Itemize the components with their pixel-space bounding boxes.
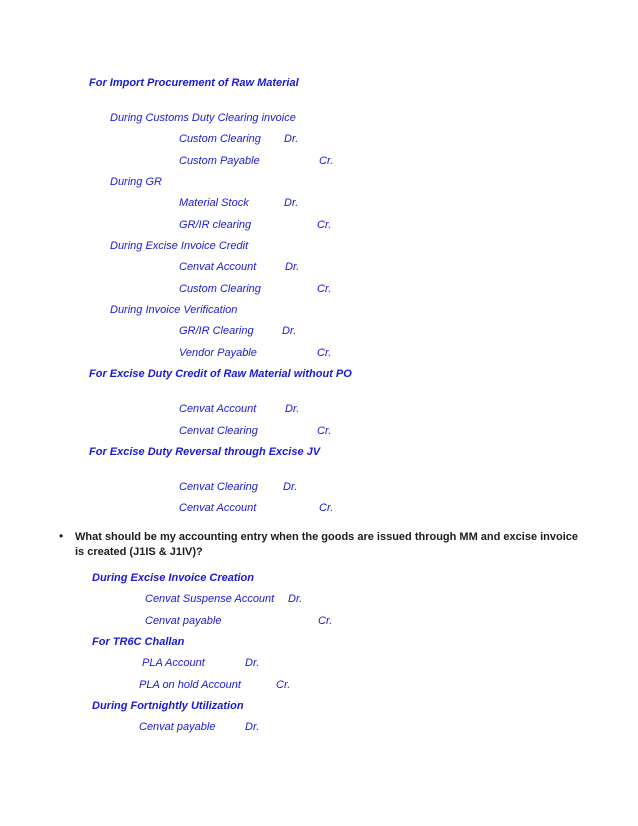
label-during-gr: During GR [110,176,162,188]
entry-credit: Cr. [317,283,332,295]
entry-credit: Cr. [276,679,291,691]
entry-debit: Dr. [284,133,299,145]
entry-account: PLA Account [142,657,205,669]
entry-account: Custom Payable [179,155,260,167]
entry-debit: Dr. [282,325,297,337]
entry-account: Cenvat Account [179,502,257,514]
entry-account: Cenvat payable [145,615,222,627]
question-line-1: What should be my accounting entry when the goods are issued through MM and excise invoice [75,531,579,543]
entry-account: Cenvat Suspense Account [145,593,275,605]
entry-credit: Cr. [319,502,334,514]
question-line-2: is created (J1IS & J1IV)? [75,546,203,558]
entry-account: Cenvat payable [139,721,216,733]
entry-account: GR/IR clearing [179,219,252,231]
bullet-icon: • [59,529,64,543]
heading-fortnightly-utilization: During Fortnightly Utilization [92,700,244,712]
entry-account: Cenvat Clearing [179,425,258,437]
heading-excise-invoice-creation: During Excise Invoice Creation [92,572,254,584]
entry-account: Cenvat Account [179,403,257,415]
entry-account: Vendor Payable [179,347,257,359]
entry-debit: Dr. [288,593,303,605]
entry-account: Cenvat Clearing [179,481,258,493]
entry-credit: Cr. [317,347,332,359]
label-customs-duty-clearing: During Customs Duty Clearing invoice [110,112,296,124]
label-excise-invoice-credit: During Excise Invoice Credit [110,240,249,252]
heading-excise-credit-without-po: For Excise Duty Credit of Raw Material without PO [89,368,352,380]
entry-debit: Dr. [285,403,300,415]
entry-account: PLA on hold Account [139,679,241,691]
entry-account: Material Stock [179,197,249,209]
entry-account: Custom Clearing [179,133,261,145]
entry-debit: Dr. [284,197,299,209]
heading-excise-reversal: For Excise Duty Reversal through Excise JV [89,446,321,458]
heading-import-procurement: For Import Procurement of Raw Material [89,77,299,89]
entry-account: GR/IR Clearing [179,325,254,337]
heading-tr6c-challan: For TR6C Challan [92,636,185,648]
entry-account: Cenvat Account [179,261,257,273]
entry-debit: Dr. [245,721,260,733]
entry-credit: Cr. [318,615,333,627]
entry-account: Custom Clearing [179,283,261,295]
entry-credit: Cr. [317,425,332,437]
entry-credit: Cr. [317,219,332,231]
label-invoice-verification: During Invoice Verification [110,304,238,316]
entry-debit: Dr. [245,657,260,669]
entry-debit: Dr. [283,481,298,493]
entry-debit: Dr. [285,261,300,273]
entry-credit: Cr. [319,155,334,167]
